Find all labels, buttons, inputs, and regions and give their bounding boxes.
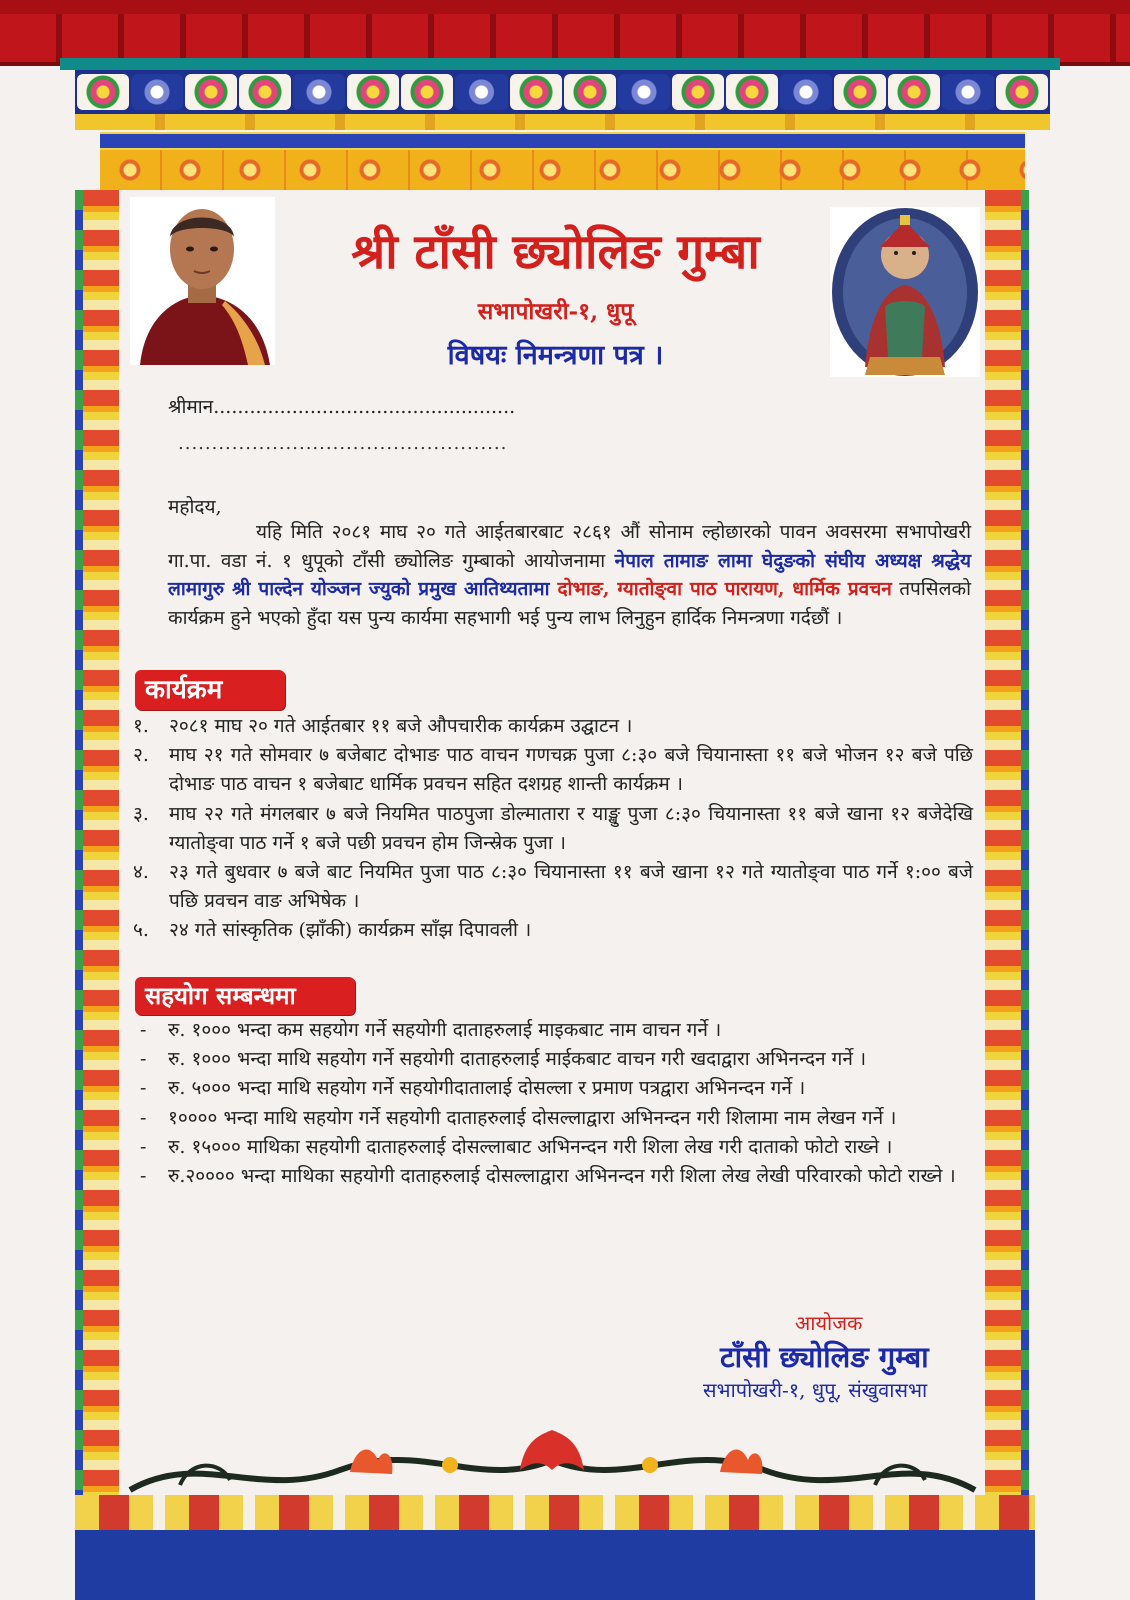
roof-beam bbox=[60, 58, 1060, 70]
addressee-dots-line: ................................................. bbox=[178, 433, 508, 454]
program-heading: कार्यक्रम bbox=[135, 670, 285, 710]
program-list bbox=[133, 712, 973, 946]
mandala-tile bbox=[185, 74, 237, 110]
decorative-band-yellow bbox=[75, 114, 1050, 130]
page-title: श्री टाँसी छ्योलिङ गुम्बा bbox=[351, 224, 760, 280]
mandala-tile bbox=[239, 74, 291, 110]
support-item: - रु.२०००० भन्दा माथिका सहयोगी दाताहरुलाई दोसल्लाद्वारा अभिनन्दन गरी शिला लेख लेखी परिवारको फोटो राख्ने । bbox=[140, 1165, 956, 1188]
mandala-tile bbox=[401, 74, 453, 110]
mandala-tile bbox=[834, 74, 886, 110]
greeting: महोदय, bbox=[168, 496, 222, 518]
mandala-tile bbox=[131, 74, 183, 110]
decorative-band-blue bbox=[100, 132, 1025, 150]
support-item: - रु. ५००० भन्दा माथि सहयोग गर्ने सहयोगीदातालाई दोसल्ला र प्रमाण पत्रद्वारा अभिनन्दन गर्ने । bbox=[140, 1077, 806, 1100]
body-text-closing: तपसिलको कार्यक्रम हुने भएको हुँदा यस पुन्य कार्यमा सहभागी भई पुन्य लाभ लिनुहुन हार्दिक निमन्त्रणा गर्दछौं । bbox=[168, 578, 971, 629]
letter-body bbox=[168, 518, 971, 632]
support-item: - रु. १००० भन्दा माथि सहयोग गर्ने सहयोगी दाताहरुलाई माईकबाट वाचन गरी खदाद्वारा अभिनन्दन गर्ने । bbox=[140, 1048, 867, 1071]
body-text-intro: यहि मिति २०८१ माघ २० गते आईतबारबाट २८६१ औं सोनाम ल्होछारको पावन अवसरमा सभापोखरी गा.पा. वडा नं. १ धुपूको टाँसी छ्योलिङ गुम्बाको आयोजनामा bbox=[168, 521, 971, 572]
mandala-tile bbox=[888, 74, 940, 110]
support-item: - रु. १००० भन्दा कम सहयोग गर्ने सहयोगी दाताहरुलाई माइकबाट नाम वाचन गर्ने । bbox=[140, 1019, 722, 1041]
mandala-tile bbox=[347, 74, 399, 110]
addressee-dots: .................................................. bbox=[213, 396, 516, 418]
support-list bbox=[140, 1016, 980, 1191]
monk-portrait-image bbox=[130, 197, 275, 365]
addressee-text: श्रीमान bbox=[168, 396, 214, 418]
mandala-tile bbox=[618, 74, 670, 110]
mandala-tile bbox=[510, 74, 562, 110]
mandala-tile bbox=[726, 74, 778, 110]
organizer-name: टाँसी छ्योलिङ गुम्बा bbox=[720, 1340, 929, 1374]
mandala-tile bbox=[564, 74, 616, 110]
mandala-tile bbox=[293, 74, 345, 110]
support-item: - १०००० भन्दा माथि सहयोग गर्ने सहयोगी दाताहरुलाई दोसल्लाद्वारा अभिनन्दन गरी शिलामा नाम लेखन गर्ने । bbox=[140, 1106, 897, 1129]
program-item: १. २०८१ माघ २० गते आईतबार ११ बजे औपचारीक कार्यक्रम उद्घाटन । bbox=[133, 715, 633, 737]
mandala-tile bbox=[942, 74, 994, 110]
program-item: २. माघ २१ गते सोमवार ७ बजेबाट दोभाङ पाठ वाचन गणचक्र पुजा ८:३० बजे चियानास्ता ११ बजे भोजन १२ बजे पछि दोभाङ पाठ वाचन १ बजेबाट धार्मिक प्रवचन सहित दशग्रह शान्ती कार्यक्रम । bbox=[133, 744, 973, 796]
bottom-base-band bbox=[75, 1530, 1035, 1600]
mandala-tile-band bbox=[75, 70, 1050, 114]
mandala-tile bbox=[672, 74, 724, 110]
bottom-decorative-blocks bbox=[75, 1495, 1035, 1531]
organizer-label: आयोजक bbox=[795, 1311, 863, 1335]
mandala-tile bbox=[780, 74, 832, 110]
page-subtitle: सभापोखरी-१, धुपू bbox=[477, 298, 634, 325]
mandala-tile bbox=[77, 74, 129, 110]
support-heading: सहयोग सम्बन्धमा bbox=[135, 977, 355, 1015]
organizer-address: सभापोखरी-१, धुपू, संखुवासभा bbox=[703, 1378, 928, 1402]
letter-subject: विषयः निमन्त्रणा पत्र । bbox=[447, 340, 664, 371]
mandala-tile bbox=[996, 74, 1048, 110]
program-item: ५. २४ गते सांस्कृतिक (झाँकी) कार्यक्रम साँझ दिपावली । bbox=[133, 919, 532, 942]
program-item: ३. माघ २२ गते मंगलबार ७ बजे नियमित पाठपुजा डोल्मातारा र याङ्खु पुजा ८:३० चियानास्ता ११ बजे खाना १२ बजेदेखि ग्यातोङ्वा पाठ गर्ने १ बजे पछी प्रवचन होम जिन्स्रेक पुजा । bbox=[133, 802, 973, 854]
left-pillar-border bbox=[75, 190, 119, 1520]
guru-thangka-portrait bbox=[830, 207, 980, 377]
monk-portrait bbox=[130, 197, 275, 365]
right-pillar-border bbox=[985, 190, 1029, 1520]
body-highlight-events: दोभाङ, ग्यातोङ्वा पाठ पारायण, धार्मिक प्रवचन bbox=[549, 578, 892, 600]
addressee-label bbox=[168, 393, 515, 419]
flower-vine-ornament bbox=[120, 1430, 985, 1500]
roof-border bbox=[0, 0, 1130, 66]
body-highlight-chief-guest: नेपाल तामाङ लामा घेदुङको संघीय अध्यक्ष श्रद्धेय लामागुरु श्री पाल्देन योञ्जन ज्युको प्रमुख आतिथ्यतामा bbox=[168, 549, 971, 600]
support-item: - रु. १५००० माथिका सहयोगी दाताहरुलाई दोसल्लाबाट अभिनन्दन गरी शिला लेख गरी दाताको फोटो राख्ने । bbox=[140, 1135, 893, 1158]
program-item: ४. २३ गते बुधवार ७ बजे बाट नियमित पुजा पाठ ८:३० चियानास्ता ११ बजे खाना १२ गते ग्यातोङ्वा पाठ गर्ने १:०० बजे पछि प्रवचन वाङ अभिषेक । bbox=[133, 861, 973, 913]
guru-thangka-image bbox=[830, 207, 980, 377]
decorative-band-flowers bbox=[100, 150, 1025, 190]
mandala-tile bbox=[455, 74, 507, 110]
